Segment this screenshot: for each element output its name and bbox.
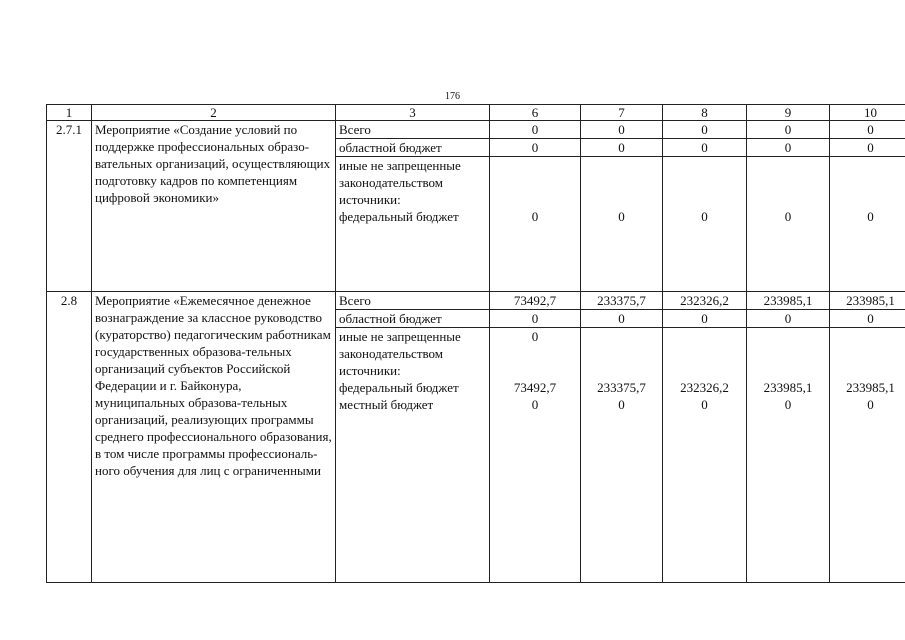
page-number: 176	[445, 91, 460, 102]
item-description: Мероприятие «Создание условий по поддержке профессиональных образо-вательных организаций, осуществляющих подготовку кадров по компетенциям цифровой экономики»	[92, 121, 336, 292]
item-code: 2.7.1	[47, 121, 92, 292]
value-cell: 0	[830, 139, 905, 157]
header-cell: 2	[92, 105, 336, 121]
source-line: федеральный бюджет	[339, 209, 459, 224]
value-cell: 0	[581, 139, 663, 157]
funding-source: Всего	[336, 292, 490, 310]
value-line	[584, 225, 659, 242]
value-line: 0	[618, 209, 625, 224]
value-line: 0	[701, 397, 708, 412]
value-line: 233985,1	[846, 380, 895, 395]
value-line	[493, 225, 577, 242]
value-line	[750, 157, 826, 174]
value-cell	[663, 157, 747, 292]
item-description: Мероприятие «Ежемесячное денежное вознаграждение за классное руководство (кураторство) педагогическим работникам государственных образова-тельных организаций субъектов Российской Федерации и г. Байконура, муниципальных образова-тельных организаций, реализующих программы среднего профессионального образования, в том числе программы профессиональ-ного обучения для лиц с ограниченными	[92, 292, 336, 583]
value-line	[493, 157, 577, 174]
value-line: 73492,7	[513, 380, 557, 395]
value-line: 233985,1	[763, 380, 813, 395]
value-line: 0	[531, 397, 539, 412]
value-cell: 0	[663, 139, 747, 157]
value-line: 0	[531, 329, 539, 344]
item-code: 2.8	[47, 292, 92, 583]
value-line: 0	[701, 209, 708, 224]
header-cell: 1	[47, 105, 92, 121]
funding-source-other	[336, 328, 490, 583]
value-cell	[581, 157, 663, 292]
funding-source: Всего	[336, 121, 490, 139]
value-line	[750, 328, 826, 345]
value-line: 0	[867, 397, 874, 412]
value-cell: 233985,1	[830, 292, 905, 310]
value-cell	[490, 328, 581, 583]
value-line	[584, 157, 659, 174]
source-line: иные не запрещенные законодательством источники:	[339, 329, 461, 378]
value-line: 233375,7	[597, 380, 646, 395]
value-line	[666, 328, 743, 345]
value-cell: 0	[747, 139, 830, 157]
value-cell: 0	[663, 310, 747, 328]
value-line	[666, 157, 743, 174]
budget-table	[46, 104, 905, 583]
value-cell: 233375,7	[581, 292, 663, 310]
table-row	[47, 292, 905, 310]
value-cell: 0	[747, 310, 830, 328]
value-line: 0	[531, 209, 539, 224]
value-cell: 0	[830, 121, 905, 139]
header-cell: 10	[830, 105, 905, 121]
value-line	[666, 225, 743, 242]
header-cell: 9	[747, 105, 830, 121]
value-line	[833, 225, 905, 242]
value-line	[833, 157, 905, 174]
funding-source: областной бюджет	[336, 310, 490, 328]
value-cell: 233985,1	[747, 292, 830, 310]
value-line: 0	[784, 397, 792, 412]
value-cell: 73492,7	[490, 292, 581, 310]
value-line	[833, 328, 905, 345]
value-cell: 0	[490, 121, 581, 139]
header-cell: 6	[490, 105, 581, 121]
value-cell	[581, 328, 663, 583]
value-line: 0	[618, 397, 625, 412]
value-line: 0	[867, 209, 874, 224]
value-cell	[747, 157, 830, 292]
value-cell: 0	[581, 121, 663, 139]
value-line	[750, 225, 826, 242]
value-line: 0	[784, 209, 792, 224]
funding-source: областной бюджет	[336, 139, 490, 157]
source-line: федеральный бюджет	[339, 380, 459, 395]
value-line	[584, 328, 659, 345]
value-cell	[747, 328, 830, 583]
value-cell: 0	[747, 121, 830, 139]
value-cell	[663, 328, 747, 583]
header-cell: 3	[336, 105, 490, 121]
header-row	[47, 105, 905, 121]
funding-source-other	[336, 157, 490, 292]
source-line: местный бюджет	[339, 397, 434, 412]
value-cell	[490, 157, 581, 292]
value-cell: 232326,2	[663, 292, 747, 310]
value-cell: 0	[490, 310, 581, 328]
value-cell: 0	[663, 121, 747, 139]
value-cell: 0	[830, 310, 905, 328]
value-cell: 0	[581, 310, 663, 328]
header-cell: 7	[581, 105, 663, 121]
value-cell	[830, 328, 905, 583]
table-row	[47, 121, 905, 139]
source-line: иные не запрещенные законодательством источники:	[339, 158, 461, 207]
header-cell: 8	[663, 105, 747, 121]
value-cell: 0	[490, 139, 581, 157]
value-line: 232326,2	[680, 380, 729, 395]
value-cell	[830, 157, 905, 292]
